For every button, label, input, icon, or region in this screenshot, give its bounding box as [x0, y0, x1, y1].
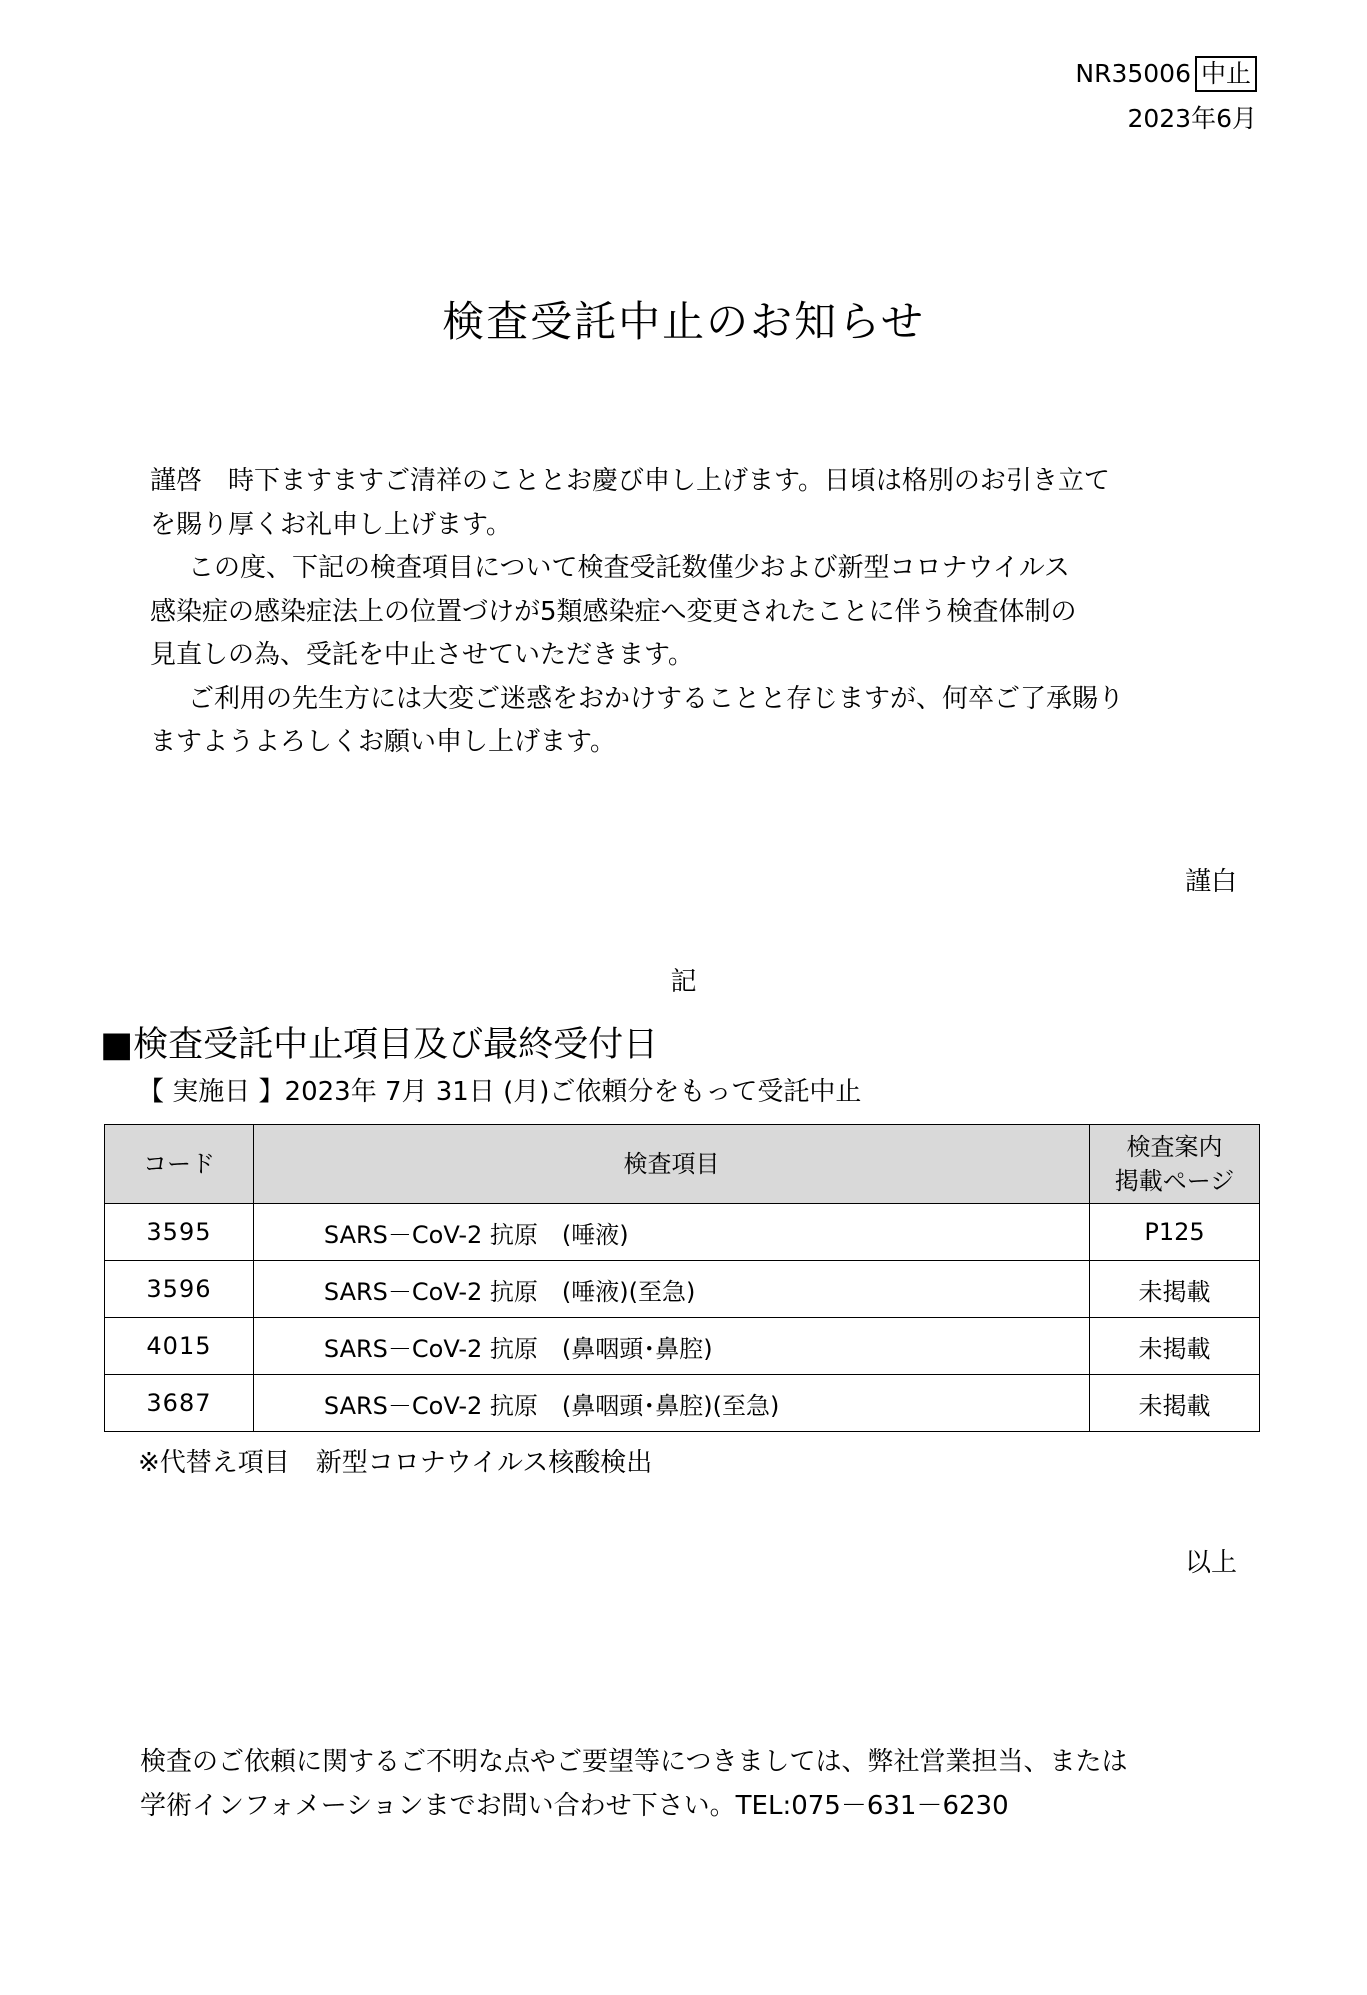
- body-line-6: ご利用の先生方には大変ご迷惑をおかけすることと存じますが、何卒ご了承賜り: [188, 683, 1125, 714]
- document-code: [1075, 56, 1257, 92]
- row-page: 未掲載: [1090, 1261, 1260, 1318]
- closing-word: 謹白: [1184, 867, 1237, 897]
- row-code: 3596: [105, 1261, 254, 1318]
- section-heading: ■検査受託中止項目及び最終受付日: [100, 1025, 659, 1065]
- page-title: 検査受託中止のお知らせ: [442, 297, 925, 346]
- body-line-4: 感染症の感染症法上の位置づけが5類感染症へ変更されたことに伴う検査体制の: [150, 596, 1077, 627]
- body-text: [150, 460, 1230, 765]
- row-item: SARS－CoV-2 抗原 (唾液): [253, 1204, 1089, 1261]
- header-code: コード: [105, 1125, 254, 1204]
- contact-text: [140, 1740, 1127, 1828]
- body-line-7: ますようよろしくお願い申し上げます。: [150, 727, 616, 757]
- document-code-number: NR35006: [1075, 59, 1191, 88]
- table-row: [105, 1318, 1260, 1375]
- table-row: [105, 1204, 1260, 1261]
- status-badge: 中止: [1195, 56, 1257, 92]
- row-item: SARS－CoV-2 抗原 (鼻咽頭･鼻腔)(至急): [253, 1375, 1089, 1432]
- table-row: [105, 1375, 1260, 1432]
- ki-mark: 記: [670, 967, 697, 997]
- items-table: [104, 1124, 1260, 1432]
- row-item: SARS－CoV-2 抗原 (唾液)(至急): [253, 1261, 1089, 1318]
- row-code: 3595: [105, 1204, 254, 1261]
- body-line-5: 見直しの為、受託を中止させていただきます。: [150, 640, 694, 670]
- alternative-note: ※代替え項目 新型コロナウイルス核酸検出: [138, 1448, 653, 1478]
- header-item: 検査項目: [253, 1125, 1089, 1204]
- document-date: 2023年6月: [1127, 104, 1257, 133]
- row-code: 4015: [105, 1318, 254, 1375]
- implementation-date: 【 実施日 】2023年 7月 31日 (月)ご依頼分をもって受託中止: [138, 1077, 862, 1107]
- header-page: [1090, 1125, 1260, 1204]
- ending-word: 以上: [1184, 1548, 1237, 1578]
- row-code: 3687: [105, 1375, 254, 1432]
- body-line-1: 謹啓 時下ますますご清祥のこととお慶び申し上げます。日頃は格別のお引き立て: [150, 466, 1110, 496]
- contact-line-2: 学術インフォメーションまでお問い合わせ下さい。TEL:075－631－6230: [140, 1791, 1009, 1821]
- body-line-3: この度、下記の検査項目について検査受託数僅少および新型コロナウイルス: [188, 553, 1070, 583]
- table-header-row: [105, 1125, 1260, 1204]
- body-line-2: を賜り厚くお礼申し上げます。: [150, 509, 512, 540]
- header-page-line1: 検査案内: [1126, 1133, 1223, 1161]
- row-item: SARS－CoV-2 抗原 (鼻咽頭･鼻腔): [253, 1318, 1089, 1375]
- row-page: 未掲載: [1090, 1318, 1260, 1375]
- row-page: P125: [1090, 1204, 1260, 1261]
- table-row: [105, 1261, 1260, 1318]
- header-page-line2: 掲載ページ: [1114, 1167, 1235, 1195]
- contact-line-1: 検査のご依頼に関するご不明な点やご要望等につきましては、弊社営業担当、または: [140, 1747, 1128, 1777]
- row-page: 未掲載: [1090, 1375, 1260, 1432]
